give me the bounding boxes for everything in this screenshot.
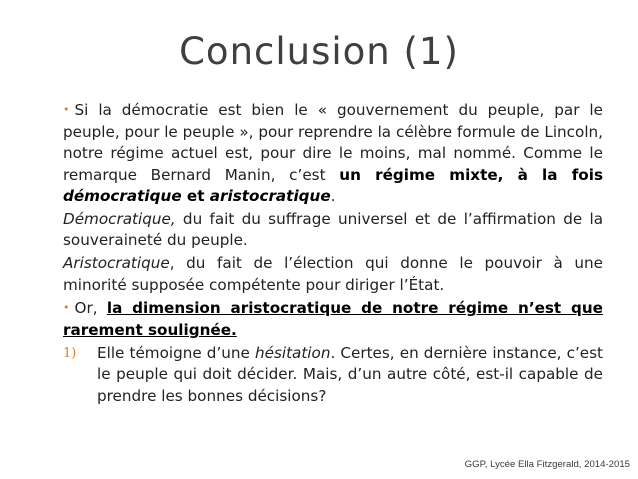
- paragraph-1-emphasis-aristocratique: aristocratique: [209, 186, 331, 205]
- paragraph-1-emphasis-democratique: démocratique: [63, 186, 182, 205]
- paragraph-1-end: .: [330, 186, 336, 205]
- numbered-item-text-1: Elle témoigne d’une: [97, 344, 255, 363]
- paragraph-1: [63, 100, 603, 207]
- numbered-item-1: [63, 343, 603, 407]
- numbered-item-text: [97, 343, 603, 407]
- bullet-icon: •: [63, 300, 70, 314]
- numbered-item-text-2: . Certes, en dernière instance, c’est le peuple qui doit décider. Mais, d’un autre côté, est-il capable de prendre les bonnes décisions?: [97, 344, 603, 405]
- paragraph-1-text: Si la démocratie est bien le « gouvernement du peuple, par le peuple, pour le peuple », pour reprendre la célèbre formule de Lincoln, notre régime actuel est, pour dire le moins, mal nommé. Comme le remarque Bernard Manin, c’est: [63, 101, 603, 184]
- paragraph-1-emphasis-2: et: [181, 186, 210, 205]
- paragraph-2-text: du fait du suffrage universel et de l’affirmation de la souveraineté du peuple.: [63, 210, 603, 250]
- slide-body: [63, 100, 603, 407]
- numbered-item-marker: 1): [63, 346, 77, 362]
- paragraph-2-term: Démocratique,: [63, 210, 176, 229]
- paragraph-1-emphasis-1: un régime mixte, à la fois: [339, 165, 603, 184]
- numbered-item-italic: hésitation: [254, 344, 331, 363]
- slide-title: Conclusion (1): [179, 30, 459, 73]
- paragraph-4: [63, 298, 603, 341]
- paragraph-3-text: , du fait de l’élection qui donne le pouvoir à une minorité supposée compétente pour diriger l’État.: [63, 254, 603, 294]
- paragraph-3-term: Aristocratique: [63, 254, 170, 273]
- paragraph-3: [63, 253, 603, 295]
- bullet-icon: •: [63, 103, 70, 116]
- paragraph-4-lead: Or,: [74, 298, 107, 317]
- paragraph-4-emphasis: la dimension aristocratique de notre régime n’est que rarement soulignée.: [63, 298, 603, 340]
- slide-footer: GGP, Lycée Ella Fitzgerald, 2014-2015: [464, 459, 630, 470]
- paragraph-2: [63, 209, 603, 251]
